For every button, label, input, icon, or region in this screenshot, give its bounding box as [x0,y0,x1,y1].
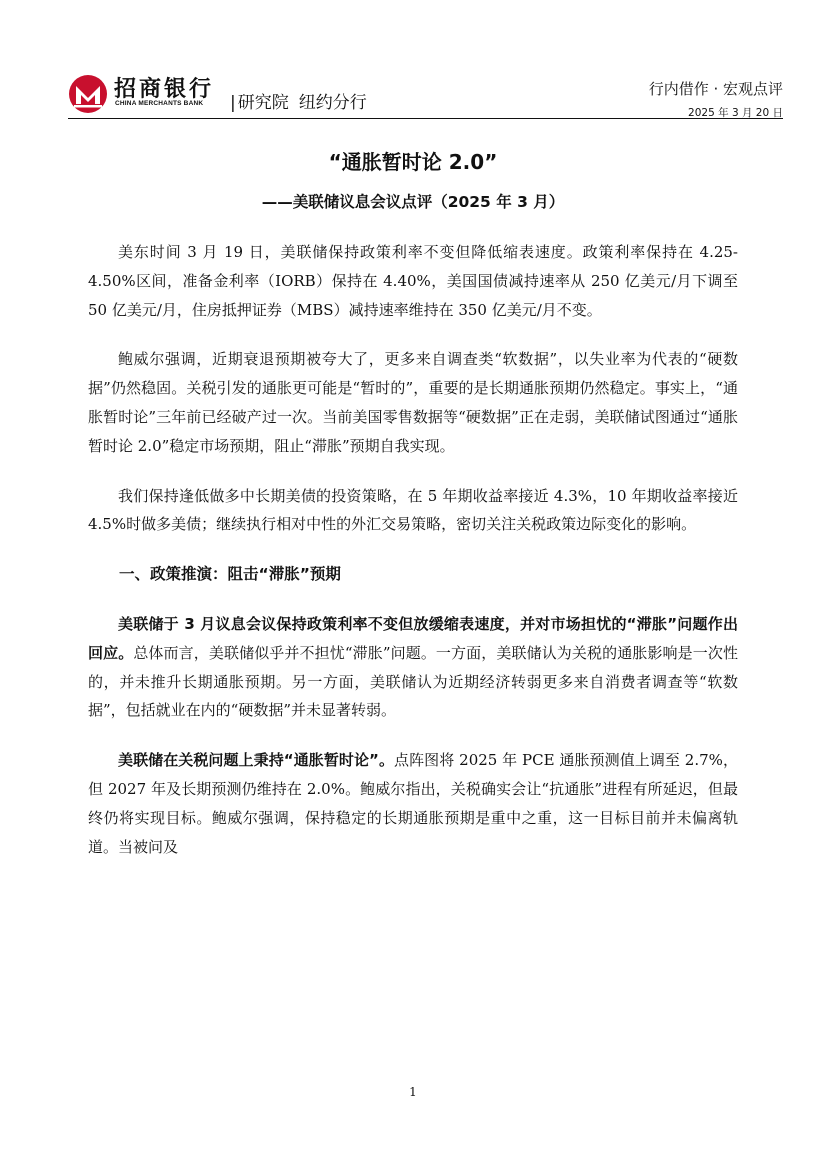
paragraph-4-body: 总体而言，美联储似乎并不担忧“滞胀”问题。一方面，美联储认为关税的通胀影响是一次性的，并未推升长期通胀预期。另一方面，美联储认为近期经济转弱更多来自消费者调查等“软数据”，包括就业在内的“硬数据”并未显著转弱。 [88,643,738,720]
paragraph-5-lead: 美联储在关税问题上秉持“通胀暂时论”。 [118,751,395,770]
report-category: 行内借作 · 宏观点评 [648,80,783,98]
paragraph-5 [88,746,738,861]
brand-name-en: CHINA MERCHANTS BANK [115,100,204,107]
brand-name-cn: 招商银行 [114,77,215,102]
paragraph-1: 美东时间 3 月 19 日，美联储保持政策利率不变但降低缩表速度。政策利率保持在 4.25-4.50%区间，准备金利率（IORB）保持在 4.40%，美国国债减持速率从 250 亿美元/月下调至 50 亿美元/月，住房抵押证券（MBS）减持速率维持在 350 亿美元/月不变。 [88,243,738,319]
paragraph-5-body: 点阵图将 2025 年 PCE 通胀预测值上调至 2.7%，但 2027 年及长期预测仍维持在 2.0%。鲍威尔指出，关税确实会让“抗通胀”进程有所延迟，但最终仍将实现目标。鲍威尔强调，保持稳定的长期通胀预期是重中之重，这一目标目前并未偏离轨道。当被问及 [88,751,738,856]
report-date: 2025 年 3 月 20 日 [688,107,783,119]
paragraph-4-lead: 美联储于 3 月议息会议保持政策利率不变但放缓缩表速度，并对市场担忧的“滞胀”问题作出回应。 [88,614,738,662]
section-heading-1: 一、政策推演：阻击“滞胀”预期 [119,565,341,584]
page-header [68,68,783,118]
document-subtitle: ——美联储议息会议点评（2025 年 3 月） [261,193,565,211]
document-body [88,238,738,882]
document-title: “通胀暂时论 2.0” [328,150,498,174]
paragraph-3: 我们保持逢低做多中长期美债的投资策略，在 5 年期收益率接近 4.3%，10 年期收益率接近 4.5%时做多美债；继续执行相对中性的外汇交易策略，密切关注关税政策边际变化的影响。 [88,486,738,534]
header-divider [68,118,783,119]
dept-research: 研究院 [237,93,289,113]
dept-ny-branch: 纽约分行 [298,93,367,113]
cmb-logo-icon [68,74,108,114]
page-number: 1 [409,1085,417,1099]
department [230,88,367,113]
paragraph-2: 鲍威尔强调，近期衰退预期被夸大了，更多来自调查类“软数据”，以失业率为代表的“硬数据”仍然稳固。关税引发的通胀更可能是“暂时的”，重要的是长期通胀预期仍然稳定。事实上，“通胀暂时论”三年前已经破产过一次。当前美国零售数据等“硬数据”正在走弱，美联储试图通过“通胀暂时论 2.0”稳定市场预期，阻止“滞胀”预期自我实现。 [88,350,738,455]
header-meta [649,78,783,120]
paragraph-4 [88,610,738,725]
dept-separator: | [230,93,236,113]
